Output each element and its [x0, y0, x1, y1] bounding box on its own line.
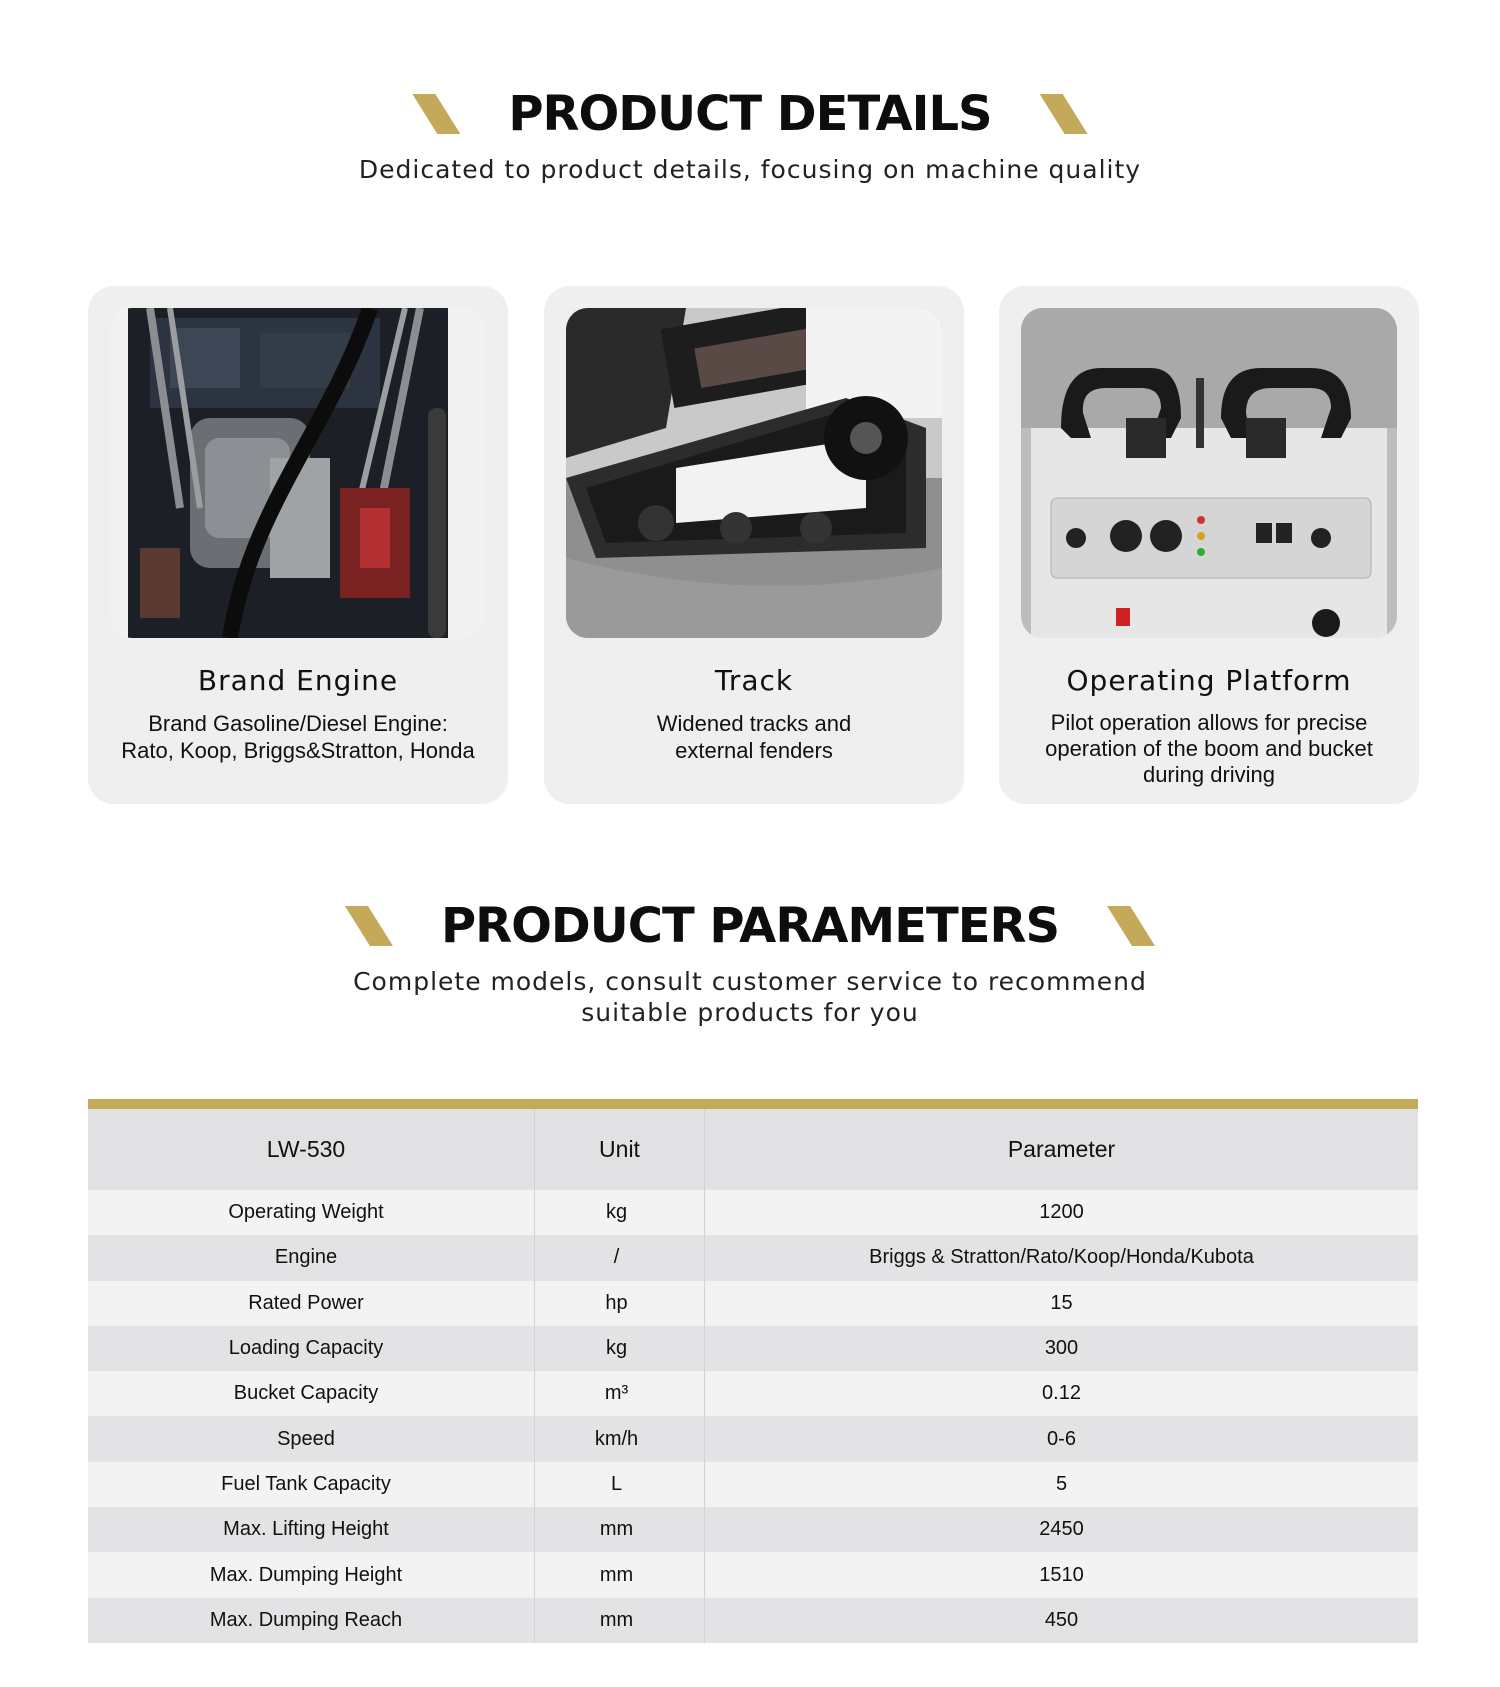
- cell-value: 300: [705, 1326, 1419, 1371]
- cell-unit: hp: [535, 1281, 705, 1326]
- cell-value: 1200: [705, 1190, 1419, 1235]
- gold-slash-left-icon: [345, 906, 393, 946]
- section-title-product-parameters: PRODUCT PARAMETERS: [440, 898, 1060, 954]
- cell-unit: L: [535, 1462, 705, 1507]
- cell-item: Max. Dumping Height: [88, 1552, 535, 1597]
- card-description: [1015, 710, 1403, 788]
- card-title: Brand Engine: [197, 664, 399, 697]
- section-subtitle-details: Dedicated to product details, focusing on machine quality: [358, 155, 1142, 184]
- gold-slash-left-icon: [412, 94, 460, 134]
- cell-value: 0.12: [705, 1371, 1419, 1416]
- parameters-table: [88, 1109, 1418, 1643]
- card-title: Track: [714, 664, 794, 697]
- table-row: [88, 1598, 1418, 1643]
- cell-item: Loading Capacity: [88, 1326, 535, 1371]
- engine-compartment-photo: [110, 308, 486, 638]
- gold-slash-right-icon: [1040, 94, 1088, 134]
- rubber-track-photo: [566, 308, 942, 638]
- cell-unit: mm: [535, 1598, 705, 1643]
- cell-value: 5: [705, 1462, 1419, 1507]
- table-header-row: [88, 1109, 1418, 1190]
- cell-value: 450: [705, 1598, 1419, 1643]
- table-row: [88, 1507, 1418, 1552]
- header-model: LW-530: [88, 1109, 535, 1190]
- card-desc-line: Brand Gasoline/Diesel Engine:: [148, 711, 448, 736]
- product-details-header: [0, 86, 1500, 185]
- gold-slash-right-icon: [1107, 906, 1155, 946]
- detail-card-brand-engine: [88, 286, 508, 804]
- parameters-table-container: [88, 1099, 1418, 1643]
- cell-item: Fuel Tank Capacity: [88, 1462, 535, 1507]
- card-desc-line: Widened tracks and: [656, 711, 852, 736]
- cell-unit: /: [535, 1235, 705, 1280]
- cell-item: Bucket Capacity: [88, 1371, 535, 1416]
- card-desc-line: Pilot operation allows for precise: [1050, 710, 1368, 735]
- table-top-accent-bar: [88, 1099, 1418, 1109]
- product-parameters-header: [0, 898, 1500, 1028]
- table-row: [88, 1190, 1418, 1235]
- cell-item: Max. Dumping Reach: [88, 1598, 535, 1643]
- cell-unit: m³: [535, 1371, 705, 1416]
- card-description: [560, 710, 948, 764]
- table-row: [88, 1326, 1418, 1371]
- header-parameter: Parameter: [705, 1109, 1419, 1190]
- cell-value: 1510: [705, 1552, 1419, 1597]
- cell-item: Operating Weight: [88, 1190, 535, 1235]
- cell-value: 2450: [705, 1507, 1419, 1552]
- card-title: Operating Platform: [1066, 664, 1352, 697]
- section-subtitle-parameters: Complete models, consult customer service to recommend suitable products for you: [353, 967, 1147, 1027]
- card-desc-line: Rato, Koop, Briggs&Stratton, Honda: [121, 738, 475, 763]
- cell-value: Briggs & Stratton/Rato/Koop/Honda/Kubota: [705, 1235, 1419, 1280]
- card-description: [104, 710, 492, 764]
- card-desc-line: during driving: [1142, 762, 1276, 787]
- table-row: [88, 1462, 1418, 1507]
- detail-card-track: [544, 286, 964, 804]
- operating-platform-photo: [1021, 308, 1397, 638]
- card-desc-line: operation of the boom and bucket: [1045, 736, 1373, 761]
- cell-unit: km/h: [535, 1416, 705, 1461]
- cell-unit: kg: [535, 1190, 705, 1235]
- cell-unit: mm: [535, 1507, 705, 1552]
- section-title-product-details: PRODUCT DETAILS: [508, 86, 992, 142]
- cell-value: 0-6: [705, 1416, 1419, 1461]
- detail-card-operating-platform: [999, 286, 1419, 804]
- table-row: [88, 1235, 1418, 1280]
- cell-unit: kg: [535, 1326, 705, 1371]
- cell-item: Rated Power: [88, 1281, 535, 1326]
- cell-unit: mm: [535, 1552, 705, 1597]
- table-row: [88, 1281, 1418, 1326]
- table-row: [88, 1552, 1418, 1597]
- cell-value: 15: [705, 1281, 1419, 1326]
- table-row: [88, 1416, 1418, 1461]
- cell-item: Max. Lifting Height: [88, 1507, 535, 1552]
- table-row: [88, 1371, 1418, 1416]
- cell-item: Engine: [88, 1235, 535, 1280]
- card-desc-line: external fenders: [675, 738, 833, 763]
- header-unit: Unit: [535, 1109, 705, 1190]
- cell-item: Speed: [88, 1416, 535, 1461]
